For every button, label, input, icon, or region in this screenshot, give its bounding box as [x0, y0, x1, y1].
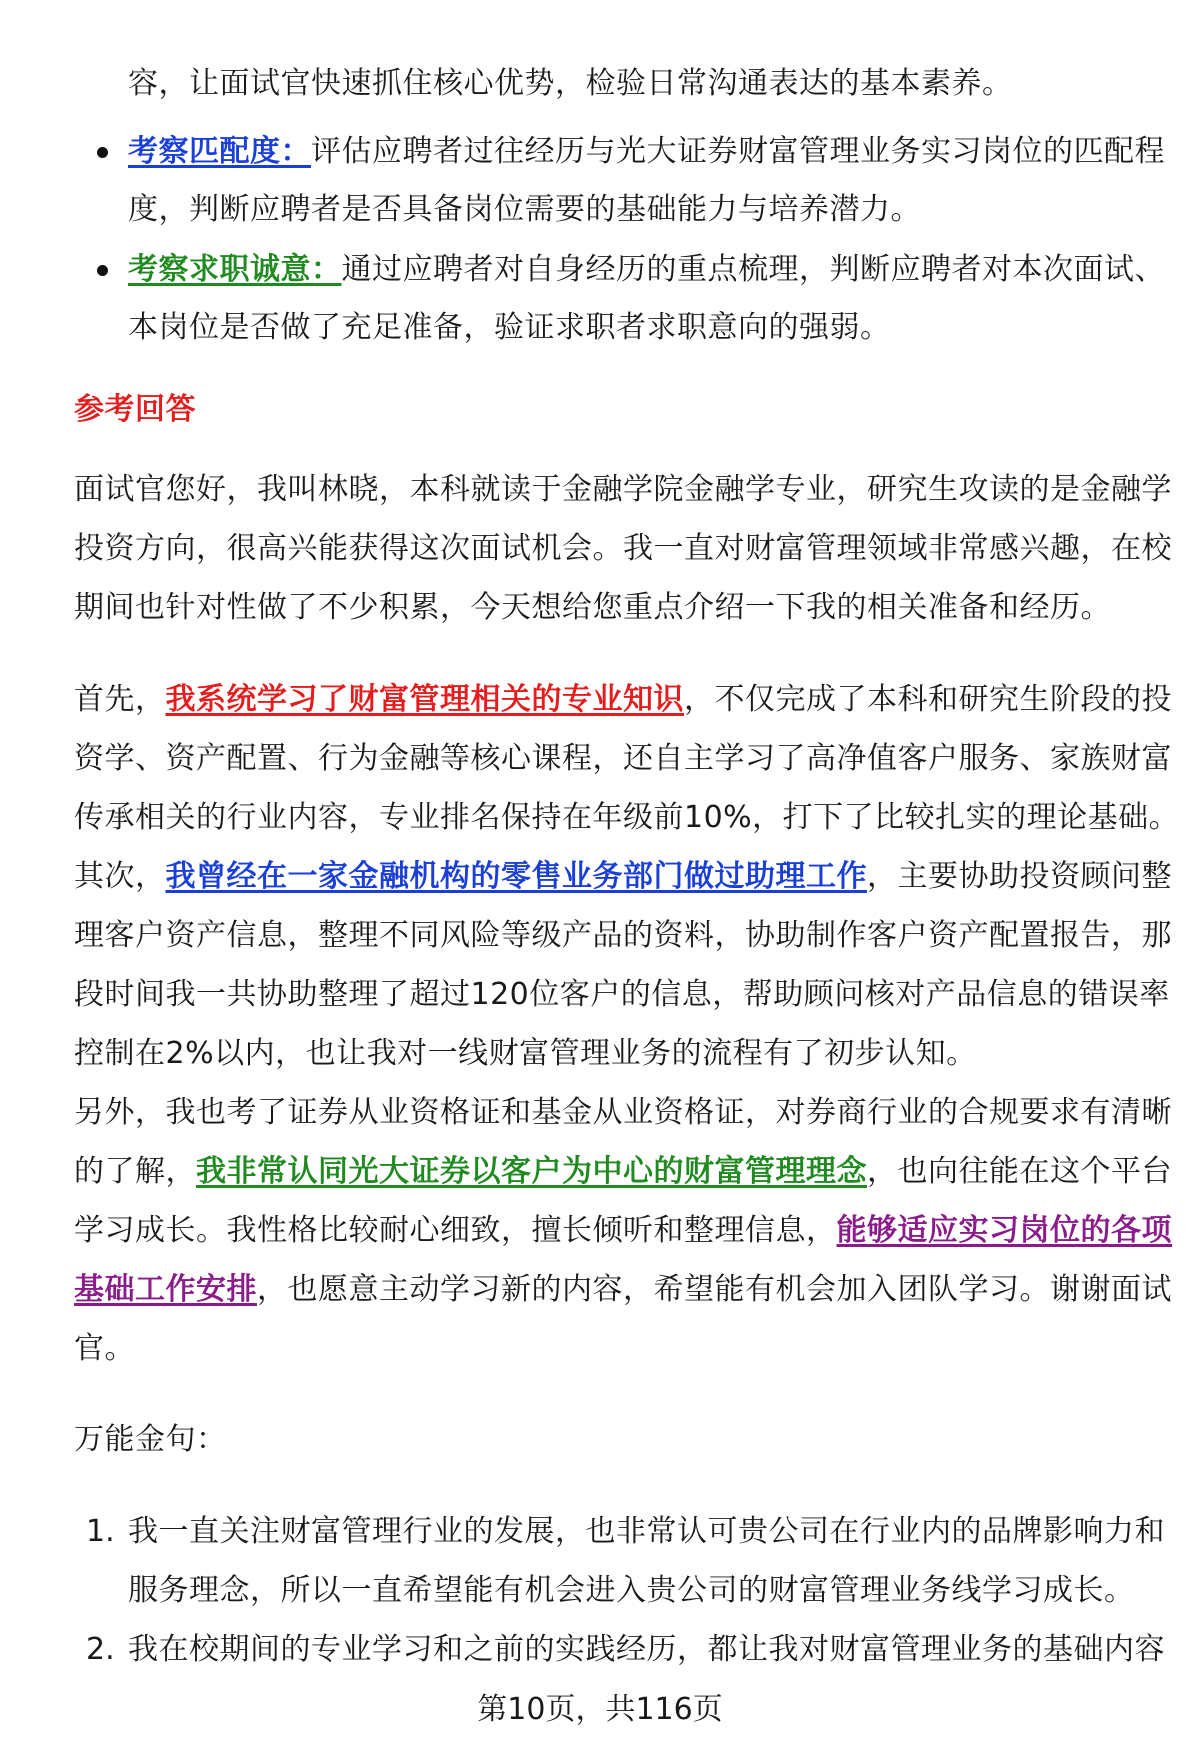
- page-footer: 第10页，共116页: [477, 1692, 723, 1727]
- sincerity-text-1: 通过应聘者对自身经历的重点梳理，判断应聘者对本次面试、: [341, 252, 1165, 287]
- p2-line-8: 另外，我也考了证券从业资格证和基金从业资格证，对券商行业的合规要求有清晰: [74, 1095, 1172, 1130]
- bullet-dot-icon: [97, 147, 108, 158]
- p2-l1-post: ，不仅完成了本科和研究生阶段的投: [684, 682, 1172, 717]
- p2-line-11: [74, 1270, 1172, 1310]
- p1-line-2: 投资方向，很高兴能获得这次面试机会。我一直对财富管理领域非常感兴趣，在校: [74, 531, 1172, 566]
- golden-item-1-line-1: 我一直关注财富管理行业的发展，也非常认可贵公司在行业内的品牌影响力和: [128, 1514, 1165, 1549]
- p2-l4-post: ，主要协助投资顾问整: [867, 859, 1172, 894]
- p2-l9-post: ，也向往能在这个平台: [867, 1154, 1172, 1189]
- p2-l4-pre: 其次，: [74, 859, 166, 894]
- p2-l10-pre: 学习成长。我性格比较耐心细致，擅长倾听和整理信息，: [74, 1213, 837, 1248]
- match-label: 考察匹配度：: [128, 134, 311, 169]
- match-text-2: 度，判断应聘者是否具备岗位需要的基础能力与培养潜力。: [128, 192, 921, 227]
- bullet-match: [128, 132, 1165, 172]
- p2-line-4: [74, 857, 1172, 897]
- highlight-philosophy: 我非常认同光大证券以客户为中心的财富管理理念: [196, 1154, 867, 1189]
- p2-line-5: 理客户资产信息，整理不同风险等级产品的资料，协助制作客户资产配置报告，那: [74, 918, 1172, 953]
- p2-line-12: 官。: [74, 1331, 135, 1366]
- p2-line-3: 传承相关的行业内容，专业排名保持在年级前10%，打下了比较扎实的理论基础。: [74, 800, 1180, 835]
- bullet-sincerity: [128, 250, 1165, 290]
- match-text-1: 评估应聘者过往经历与光大证券财富管理业务实习岗位的匹配程: [311, 134, 1165, 169]
- p2-l11-post: ，也愿意主动学习新的内容，希望能有机会加入团队学习。谢谢面试: [257, 1272, 1172, 1307]
- list-number: 2.: [86, 1632, 115, 1667]
- p1-line-3: 期间也针对性做了不少积累，今天想给您重点介绍一下我的相关准备和经历。: [74, 590, 1111, 625]
- p2-l9-pre: 的了解，: [74, 1154, 196, 1189]
- bullet-dot-icon: [97, 265, 108, 276]
- highlight-adapt-2: 基础工作安排: [74, 1272, 257, 1307]
- p2-l1-pre: 首先，: [74, 682, 166, 717]
- p2-line-9: [74, 1152, 1172, 1192]
- sincerity-label: 考察求职诚意：: [128, 252, 342, 287]
- golden-item-1-line-2: 服务理念，所以一直希望能有机会进入贵公司的财富管理业务线学习成长。: [128, 1573, 1135, 1608]
- p1-line-1: 面试官您好，我叫林晓，本科就读于金融学院金融学专业，研究生攻读的是金融学: [74, 472, 1172, 507]
- golden-item-2-line-1: 我在校期间的专业学习和之前的实践经历，都让我对财富管理业务的基础内容: [128, 1632, 1165, 1667]
- p2-line-2: 资学、资产配置、行为金融等核心课程，还自主学习了高净值客户服务、家族财富: [74, 741, 1172, 776]
- p2-line-7: 控制在2%以内，也让我对一线财富管理业务的流程有了初步认知。: [74, 1036, 977, 1071]
- list-number: 1.: [86, 1514, 115, 1549]
- p2-line-10: [74, 1211, 1172, 1251]
- bullet-intro-tail: 容，让面试官快速抓住核心优势，检验日常沟通表达的基本素养。: [128, 66, 1013, 101]
- p2-line-6: 段时间我一共协助整理了超过120位客户的信息，帮助顾问核对产品信息的错误率: [74, 977, 1170, 1012]
- sincerity-text-2: 本岗位是否做了充足准备，验证求职者求职意向的强弱。: [128, 310, 891, 345]
- highlight-experience: 我曾经在一家金融机构的零售业务部门做过助理工作: [165, 859, 867, 894]
- highlight-adapt-1: 能够适应实习岗位的各项: [836, 1213, 1172, 1248]
- highlight-knowledge: 我系统学习了财富管理相关的专业知识: [165, 682, 684, 717]
- golden-heading: 万能金句：: [74, 1422, 227, 1457]
- reference-heading: 参考回答: [74, 392, 196, 427]
- p2-line-1: [74, 680, 1172, 720]
